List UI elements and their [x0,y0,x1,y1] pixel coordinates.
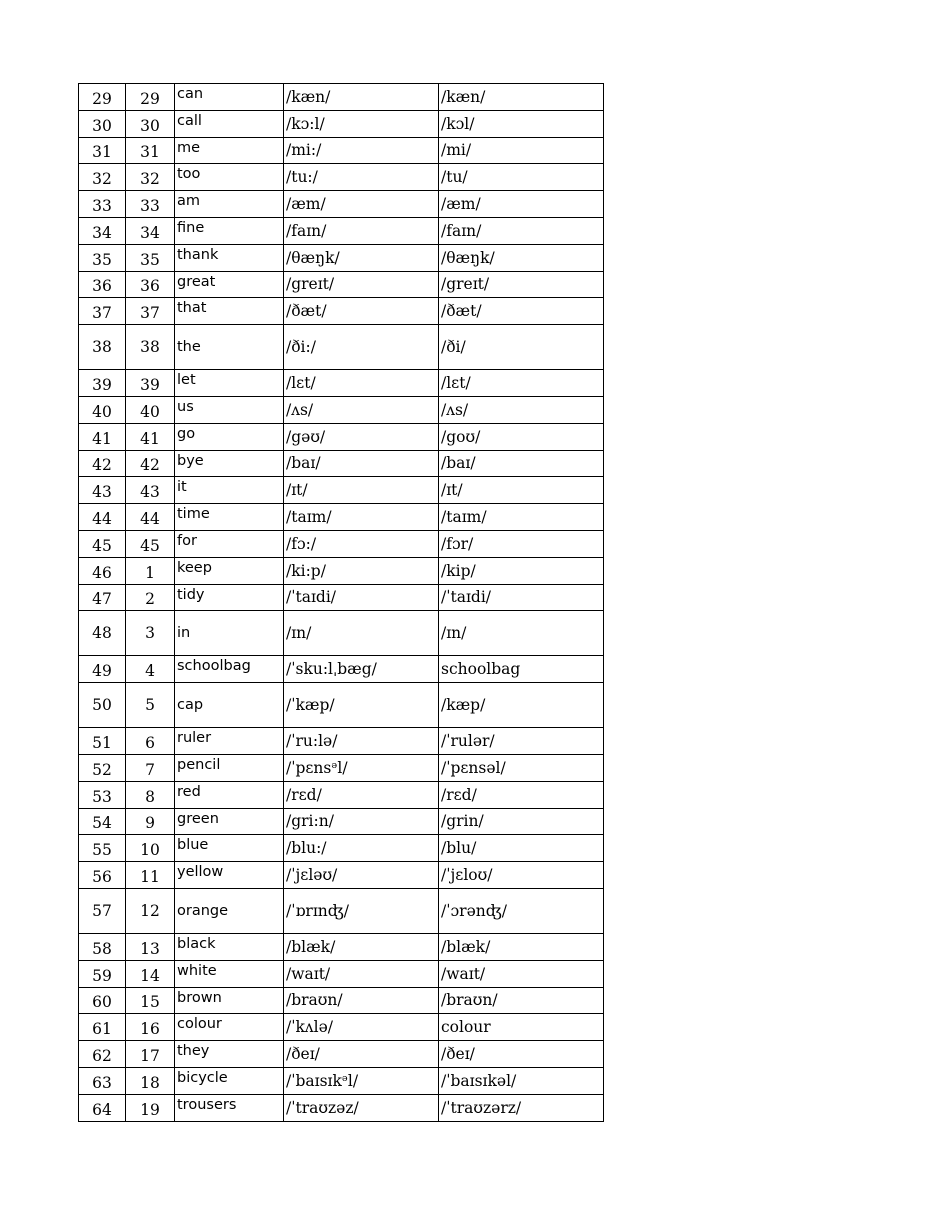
overall-index-cell: 56 [79,862,126,889]
us-phonetic-cell: /fɔr/ [439,530,604,557]
table-row [79,1041,604,1068]
table-row [79,835,604,862]
uk-phonetic-cell: /ðeɪ/ [284,1041,439,1068]
uk-phonetic-cell: /ki:p/ [284,557,439,584]
uk-phonetic-cell: /gri:n/ [284,808,439,835]
us-phonetic-cell: /baɪ/ [439,450,604,477]
table-row [79,808,604,835]
uk-phonetic-cell: /ɪt/ [284,477,439,504]
overall-index-cell: 59 [79,960,126,987]
uk-phonetic-cell: /ˈbaɪsɪkᵊl/ [284,1067,439,1094]
unit-index-cell: 19 [126,1094,175,1121]
us-phonetic-cell: /lɛt/ [439,370,604,397]
table-row [79,1094,604,1121]
word-cell: black [175,933,284,960]
unit-index-cell: 5 [126,683,175,728]
unit-index-cell: 44 [126,504,175,531]
table-row [79,888,604,933]
us-phonetic-cell: /waɪt/ [439,960,604,987]
word-cell: fine [175,217,284,244]
table-row [79,164,604,191]
unit-index-cell: 4 [126,656,175,683]
word-cell: orange [175,888,284,933]
overall-index-cell: 40 [79,396,126,423]
overall-index-cell: 42 [79,450,126,477]
us-phonetic-cell: /ʌs/ [439,396,604,423]
unit-index-cell: 37 [126,298,175,325]
unit-index-cell: 18 [126,1067,175,1094]
table-row [79,1067,604,1094]
us-phonetic-cell: /kæp/ [439,683,604,728]
overall-index-cell: 43 [79,477,126,504]
overall-index-cell: 64 [79,1094,126,1121]
table-row [79,530,604,557]
word-cell: thank [175,244,284,271]
unit-index-cell: 35 [126,244,175,271]
overall-index-cell: 33 [79,191,126,218]
word-cell: call [175,110,284,137]
table-row [79,110,604,137]
overall-index-cell: 46 [79,557,126,584]
table-row [79,754,604,781]
us-phonetic-cell: /kip/ [439,557,604,584]
unit-index-cell: 30 [126,110,175,137]
word-cell: ruler [175,728,284,755]
unit-index-cell: 2 [126,584,175,611]
overall-index-cell: 55 [79,835,126,862]
table-row [79,217,604,244]
us-phonetic-cell: /ˈbaɪsɪkəl/ [439,1067,604,1094]
word-cell: great [175,271,284,298]
table-row [79,191,604,218]
us-phonetic-cell: /kɔl/ [439,110,604,137]
us-phonetic-cell: /goʊ/ [439,423,604,450]
table-row [79,933,604,960]
unit-index-cell: 43 [126,477,175,504]
us-phonetic-cell: /taɪm/ [439,504,604,531]
overall-index-cell: 34 [79,217,126,244]
table-row [79,244,604,271]
uk-phonetic-cell: /ði:/ [284,325,439,370]
uk-phonetic-cell: /ɪn/ [284,611,439,656]
unit-index-cell: 9 [126,808,175,835]
overall-index-cell: 47 [79,584,126,611]
us-phonetic-cell: /mi/ [439,137,604,164]
word-cell: can [175,84,284,111]
unit-index-cell: 12 [126,888,175,933]
unit-index-cell: 8 [126,781,175,808]
table-row [79,325,604,370]
table-row [79,396,604,423]
table-row [79,370,604,397]
uk-phonetic-cell: /kæn/ [284,84,439,111]
uk-phonetic-cell: /lɛt/ [284,370,439,397]
unit-index-cell: 34 [126,217,175,244]
uk-phonetic-cell: /rɛd/ [284,781,439,808]
us-phonetic-cell: /ˈrulər/ [439,728,604,755]
table-row [79,450,604,477]
table-row [79,862,604,889]
uk-phonetic-cell: /ˈkæp/ [284,683,439,728]
overall-index-cell: 61 [79,1014,126,1041]
unit-index-cell: 17 [126,1041,175,1068]
unit-index-cell: 45 [126,530,175,557]
us-phonetic-cell: /ðæt/ [439,298,604,325]
table-row [79,84,604,111]
unit-index-cell: 33 [126,191,175,218]
word-cell: brown [175,987,284,1014]
us-phonetic-cell: /ˈjɛloʊ/ [439,862,604,889]
word-cell: tidy [175,584,284,611]
uk-phonetic-cell: /ðæt/ [284,298,439,325]
word-cell: bicycle [175,1067,284,1094]
table-row [79,423,604,450]
us-phonetic-cell: /kæn/ [439,84,604,111]
us-phonetic-cell: /ˈtraʊzərz/ [439,1094,604,1121]
uk-phonetic-cell: /blu:/ [284,835,439,862]
word-cell: keep [175,557,284,584]
unit-index-cell: 38 [126,325,175,370]
unit-index-cell: 36 [126,271,175,298]
us-phonetic-cell: /blu/ [439,835,604,862]
us-phonetic-cell: colour [439,1014,604,1041]
word-cell: it [175,477,284,504]
us-phonetic-cell: /faɪn/ [439,217,604,244]
uk-phonetic-cell: /baɪ/ [284,450,439,477]
table-row [79,1014,604,1041]
uk-phonetic-cell: /ˈpɛnsᵊl/ [284,754,439,781]
table-row [79,987,604,1014]
unit-index-cell: 3 [126,611,175,656]
word-cell: colour [175,1014,284,1041]
word-cell: white [175,960,284,987]
overall-index-cell: 49 [79,656,126,683]
uk-phonetic-cell: /æm/ [284,191,439,218]
table-row [79,477,604,504]
uk-phonetic-cell: /mi:/ [284,137,439,164]
us-phonetic-cell: schoolbag [439,656,604,683]
overall-index-cell: 45 [79,530,126,557]
word-cell: bye [175,450,284,477]
us-phonetic-cell: /greɪt/ [439,271,604,298]
table-row [79,298,604,325]
overall-index-cell: 54 [79,808,126,835]
uk-phonetic-cell: /gəʊ/ [284,423,439,450]
word-cell: for [175,530,284,557]
table-row [79,611,604,656]
unit-index-cell: 16 [126,1014,175,1041]
word-cell: me [175,137,284,164]
us-phonetic-cell: /θæŋk/ [439,244,604,271]
word-cell: let [175,370,284,397]
unit-index-cell: 15 [126,987,175,1014]
us-phonetic-cell: /ˈpɛnsəl/ [439,754,604,781]
unit-index-cell: 41 [126,423,175,450]
uk-phonetic-cell: /tu:/ [284,164,439,191]
overall-index-cell: 44 [79,504,126,531]
overall-index-cell: 62 [79,1041,126,1068]
overall-index-cell: 32 [79,164,126,191]
overall-index-cell: 35 [79,244,126,271]
us-phonetic-cell: /blæk/ [439,933,604,960]
us-phonetic-cell: /ˈtaɪdi/ [439,584,604,611]
table-row [79,271,604,298]
word-cell: the [175,325,284,370]
word-cell: time [175,504,284,531]
uk-phonetic-cell: /ˈkʌlə/ [284,1014,439,1041]
unit-index-cell: 32 [126,164,175,191]
table-row [79,960,604,987]
table-row [79,557,604,584]
overall-index-cell: 36 [79,271,126,298]
overall-index-cell: 51 [79,728,126,755]
uk-phonetic-cell: /taɪm/ [284,504,439,531]
uk-phonetic-cell: /ˈsku:lˌbæg/ [284,656,439,683]
word-cell: am [175,191,284,218]
word-cell: green [175,808,284,835]
table-row [79,137,604,164]
uk-phonetic-cell: /kɔ:l/ [284,110,439,137]
us-phonetic-cell: /rɛd/ [439,781,604,808]
table-row [79,584,604,611]
overall-index-cell: 31 [79,137,126,164]
uk-phonetic-cell: /ˈtraʊzəz/ [284,1094,439,1121]
overall-index-cell: 37 [79,298,126,325]
overall-index-cell: 53 [79,781,126,808]
unit-index-cell: 10 [126,835,175,862]
table-row [79,781,604,808]
uk-phonetic-cell: /ˈɒrɪnʤ/ [284,888,439,933]
table-row [79,683,604,728]
overall-index-cell: 29 [79,84,126,111]
overall-index-cell: 52 [79,754,126,781]
overall-index-cell: 58 [79,933,126,960]
us-phonetic-cell: /ði/ [439,325,604,370]
us-phonetic-cell: /ðeɪ/ [439,1041,604,1068]
unit-index-cell: 11 [126,862,175,889]
uk-phonetic-cell: /θæŋk/ [284,244,439,271]
uk-phonetic-cell: /ˈru:lə/ [284,728,439,755]
unit-index-cell: 29 [126,84,175,111]
word-cell: schoolbag [175,656,284,683]
us-phonetic-cell: /tu/ [439,164,604,191]
us-phonetic-cell: /braʊn/ [439,987,604,1014]
uk-phonetic-cell: /ˈtaɪdi/ [284,584,439,611]
unit-index-cell: 40 [126,396,175,423]
word-cell: they [175,1041,284,1068]
table-row [79,504,604,531]
us-phonetic-cell: /ɪn/ [439,611,604,656]
unit-index-cell: 7 [126,754,175,781]
word-cell: that [175,298,284,325]
table-row [79,656,604,683]
us-phonetic-cell: /æm/ [439,191,604,218]
overall-index-cell: 60 [79,987,126,1014]
unit-index-cell: 1 [126,557,175,584]
unit-index-cell: 39 [126,370,175,397]
uk-phonetic-cell: /braʊn/ [284,987,439,1014]
word-cell: blue [175,835,284,862]
word-cell: go [175,423,284,450]
uk-phonetic-cell: /ʌs/ [284,396,439,423]
unit-index-cell: 6 [126,728,175,755]
word-cell: too [175,164,284,191]
overall-index-cell: 50 [79,683,126,728]
vocabulary-table [78,83,604,1122]
word-cell: yellow [175,862,284,889]
word-cell: in [175,611,284,656]
uk-phonetic-cell: /greɪt/ [284,271,439,298]
word-cell: trousers [175,1094,284,1121]
table-row [79,728,604,755]
uk-phonetic-cell: /waɪt/ [284,960,439,987]
overall-index-cell: 38 [79,325,126,370]
uk-phonetic-cell: /faɪn/ [284,217,439,244]
uk-phonetic-cell: /ˈjɛləʊ/ [284,862,439,889]
overall-index-cell: 48 [79,611,126,656]
us-phonetic-cell: /ɪt/ [439,477,604,504]
overall-index-cell: 63 [79,1067,126,1094]
us-phonetic-cell: /grin/ [439,808,604,835]
overall-index-cell: 41 [79,423,126,450]
word-cell: pencil [175,754,284,781]
unit-index-cell: 13 [126,933,175,960]
us-phonetic-cell: /ˈɔrənʤ/ [439,888,604,933]
unit-index-cell: 14 [126,960,175,987]
overall-index-cell: 57 [79,888,126,933]
vocabulary-table-body [79,84,604,1122]
overall-index-cell: 30 [79,110,126,137]
overall-index-cell: 39 [79,370,126,397]
unit-index-cell: 31 [126,137,175,164]
unit-index-cell: 42 [126,450,175,477]
uk-phonetic-cell: /blæk/ [284,933,439,960]
word-cell: red [175,781,284,808]
uk-phonetic-cell: /fɔ:/ [284,530,439,557]
word-cell: cap [175,683,284,728]
word-cell: us [175,396,284,423]
